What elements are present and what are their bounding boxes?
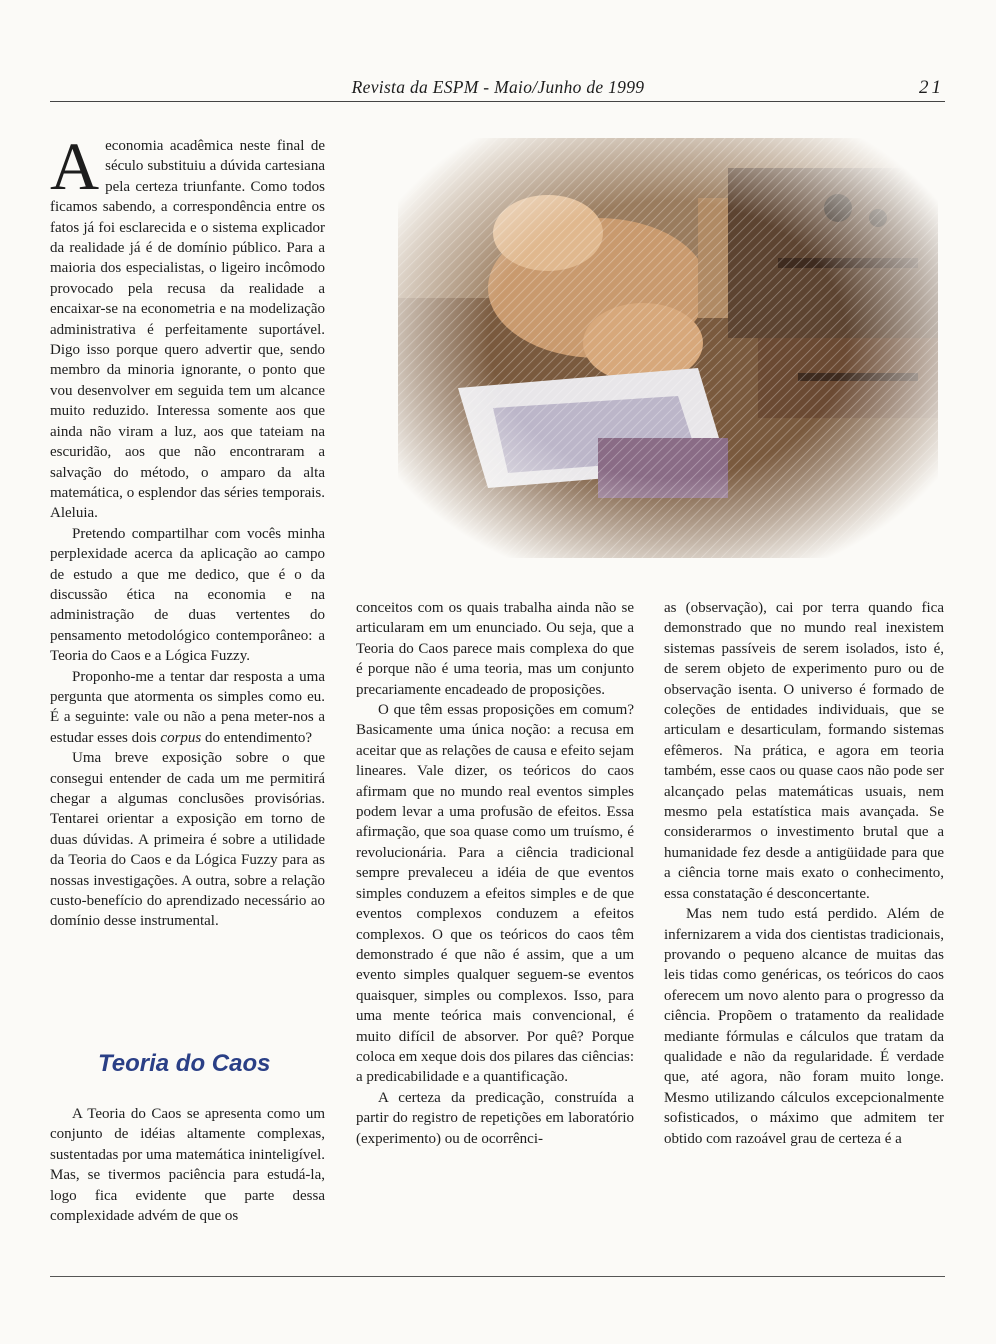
photo-image bbox=[398, 138, 938, 558]
article-paragraph: conceitos com os quais trabalha ainda não se articularam em um enunciado. Ou seja, que a Teoria do Caos parece mais complexa do que é porque não é uma teoria, mas um conjunto precariamente encadeado de proposições. bbox=[356, 600, 634, 698]
italic-term: corpus bbox=[160, 729, 202, 746]
paragraph-text: economia acadêmica neste final de século substituiu a dúvida cartesiana pela certeza triunfante. Como todos ficamos sabendo, a correspondência entre os fatos já foi esclarecida e o sistema explicador da realidade já é de domínio público. Para a maioria dos especialistas, o ligeiro incômodo provocado pela recusa da realidade a encaixar-se na econometria e na modelização administrativa é perfeitamente suportável. Digo isso porque quero advertir que, sendo membro da minoria ignorante, o ponto que vou desenvolver em seguida tem um alcance muito reduzido. Interessa somente aos que ainda não viram a luz, aos que tateiam na escuridão, aos que não encontraram a salvação do método, o amparo da alta matemática, o esplendor das séries temporais. Aleluia. bbox=[50, 138, 325, 522]
article-paragraph: A certeza da predicação, construída a partir do registro de repetições em laboratório (experimento) ou de ocorrênci- bbox=[356, 1089, 634, 1147]
section-heading: Teoria do Caos bbox=[98, 1050, 271, 1077]
article-paragraph: O que têm essas proposições em comum? Basicamente uma única noção: a recusa em aceitar que as relações de causa e efeito sejam lineares. Vale dizer, os teóricos do caos afirmam que no mundo real eventos simples podem levar a uma profusão de efeitos. Essa afirmação, que soa quase como um truísmo, é revolucionária. Para a ciência tradicional sempre prevaleceu a idéia de que eventos simples conduzem a efeitos simples e de que eventos complexos conduzem a efeitos complexos. O que os teóricos do caos têm demonstrado é que não é assim, que a um evento simples qualquer seguem-se eventos quaisquer, simples ou complexos. Isso, para uma mente teórica mais convencional, é muito difícil de absorver. Por quê? Porque coloca em xeque dois dos pilares das ciências: a predicabilidade e a quantificação. bbox=[356, 702, 634, 1086]
header-rule bbox=[50, 101, 945, 102]
article-paragraph: Uma breve exposição sobre o que consegui entender de cada um me permitirá chegar a algumas conclusões provisórias. Tentarei orientar a exposição em torno de duas dúvidas. A primeira é sobre a utilidade da Teoria do Caos e da Lógica Fuzzy para as nossas investigações. A outra, sobre a relação custo-benefício do aprendizado necessário ao domínio desse instrumental. bbox=[50, 750, 325, 930]
drop-cap: A bbox=[50, 128, 100, 204]
article-paragraph: A Teoria do Caos se apresenta como um conjunto de idéias altamente complexas, sustentadas por uma matemática ininteligível. Mas, se tivermos paciência para estudá-la, logo fica evidente que parte dessa complexidade advém de que os bbox=[50, 1106, 325, 1225]
article-paragraph bbox=[50, 667, 325, 749]
running-header bbox=[52, 77, 944, 101]
article-paragraph: Pretendo compartilhar com vocês minha perplexidade acerca da aplicação ao campo de estudo a que me dedico, que é o da discussão ética na economia e na administração de duas vertentes do pensamento metodológico contemporâneo: a Teoria do Caos e a Lógica Fuzzy. bbox=[50, 525, 325, 665]
illustration-photo bbox=[398, 138, 938, 558]
paragraph-text: Proponho-me a tentar dar resposta a uma pergunta que atormenta os simples como eu. É a seguinte: vale ou não a pena meter-nos a estudar esses dois bbox=[50, 668, 325, 746]
column-left bbox=[50, 128, 325, 932]
column-right bbox=[664, 598, 944, 1149]
page-number: 21 bbox=[919, 77, 944, 98]
article-paragraph bbox=[50, 128, 325, 524]
column-left-lower bbox=[50, 1104, 325, 1226]
article-paragraph: Mas nem tudo está perdido. Além de infernizarem a vida dos cientistas tradicionais, provando o pequeno alcance de muitas das leis tidas como genéricas, os teóricos do caos oferecem um novo alento para o progresso da ciência. Propõem o tratamento da realidade mediante fórmulas e cálculos que tratam da qualidade e não da regularidade. É verdade que, até agora, não foram muito longe. Mesmo utilizando cálculos excepcionalmente sofisticados, o máximo que admitem ter obtido com razoável grau de certeza é a bbox=[664, 906, 944, 1147]
paragraph-text: do entendimento? bbox=[201, 729, 313, 746]
column-middle bbox=[356, 598, 634, 1149]
footer-rule bbox=[50, 1276, 945, 1277]
journal-title: Revista da ESPM - Maio/Junho de 1999 bbox=[351, 77, 645, 97]
article-paragraph: as (observação), cai por terra quando fica demonstrado que no mundo real inexistem sistemas passíveis de serem isolados, isto é, de serem objeto de experimento puro ou de observação isenta. O universo é formado de coleções de entidades individuais, que se articulam e desarticulam, formando sistemas efêmeros. Na prática, e agora em teoria também, esse caos ou quase caos não pode ser alcançado pelas matemáticas usuais, nem mesmo pela estatística mais avançada. Se considerarmos o investimento brutal que a humanidade fez desde a antigüidade para que a ciência torne mais exato o conhecimento, essa constatação é desconcertante. bbox=[664, 600, 944, 902]
